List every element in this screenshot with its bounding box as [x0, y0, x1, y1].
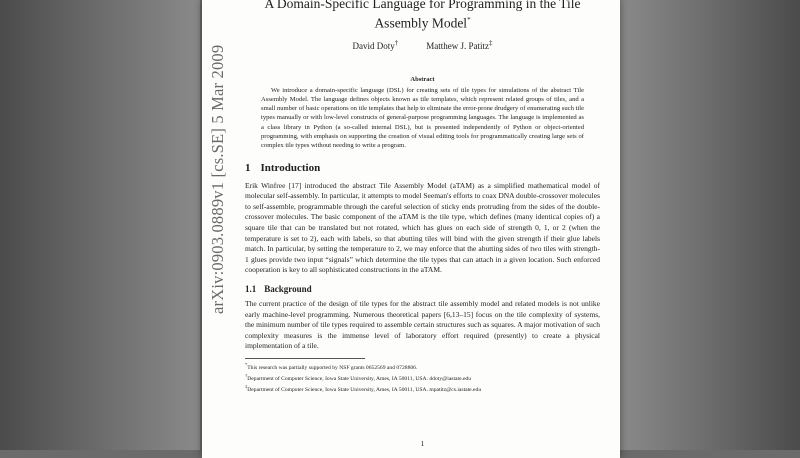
- author-1: [353, 39, 399, 51]
- arxiv-identifier: arXiv:0903.0889v1 [cs.SE] 5 Mar 2009: [208, 44, 227, 314]
- paper-title-text: A Domain-Specific Language for Programming in the Tile Assembly Model: [264, 0, 581, 31]
- paper-page: [202, 0, 620, 458]
- subsection-number: 1.1: [245, 283, 257, 294]
- footnote-2-mark: †: [245, 372, 248, 378]
- page-number: 1: [420, 439, 425, 448]
- introduction-paragraph: Erik Winfree [17] introduced the abstract Tile Assembly Model (aTAM) as a simplified mathematical model of molecular self-assembly. In particular, it attempts to model Seeman's efforts to coax DNA double-crossover molecules to self-assemble, programmable through the careful selection of sticky ends protruding from the sides of the double-crossover molecules. The basic component of the aTAM is the tile type, which defines (many identical copies of) a square tile that can be translated but not rotated, which has glues on each side of strength 0, 1, or 2 (when the temperature is set to 2), each with labels, so that abutting tiles will bind with the given strength if their glue labels match. In particular, by setting the temperature to 2, we may enforce that the abutting sides of two tiles with strength-1 glues provide two input “signals” which determine the tile types that can attach in a given location. Such enforced cooperation is key to all sophisticated constructions in the aTAM.: [245, 180, 600, 275]
- author-2-name: Matthew J. Patitz: [426, 40, 489, 51]
- page-content: [245, 0, 600, 394]
- background-paragraph: The current practice of the design of tile types for the abstract tile assembly model and related models is not unlike early machine-level programming. Numerous theoretical papers [6,13–15] focus on the tile complexity of systems, the minimum number of tile types required to assemble certain structures such as squares. A major motivation of such complexity measures is the immense level of laboratory effort required (presently) to create a physical implementation of a tile.: [245, 298, 600, 351]
- author-2: [426, 39, 492, 51]
- footnote-3-text: Department of Computer Science, Iowa State University, Ames, IA 50011, USA. mpatitz@cs.iastate.edu: [247, 386, 482, 393]
- footnote-2-text: Department of Computer Science, Iowa State University, Ames, IA 50011, USA. ddoty@iastate.edu: [247, 375, 472, 382]
- footnotes: [245, 361, 600, 394]
- subsection-heading: [245, 284, 600, 294]
- footnote-3: [245, 383, 600, 394]
- footnote-1: [245, 361, 600, 372]
- author-1-name: David Doty: [352, 40, 395, 51]
- background-right: [620, 0, 800, 450]
- footnote-3-mark: ‡: [245, 383, 248, 389]
- author-list: [245, 39, 600, 51]
- abstract-heading: Abstract: [410, 75, 435, 83]
- section-title: Introduction: [260, 161, 321, 174]
- footnote-rule: [245, 358, 365, 359]
- footnote-1-mark: *: [245, 361, 248, 367]
- section-number: 1: [245, 161, 251, 174]
- section-heading: [245, 162, 600, 174]
- title-footnote-mark: *: [467, 16, 471, 24]
- footnote-1-text: This research was partially supported by NSF grants 0652569 and 0728806.: [247, 364, 418, 371]
- abstract-text: We introduce a domain-specific language (DSL) for creating sets of tile types for simulations of the abstract Tile Assembly Model. The language defines objects known as tile templates, which represent related groups of tiles, and a small number of basic operations on tile templates that help to eliminate the error-prone drudgery of enumerating such tile types manually or with low-level constructs of general-purpose programming languages. The language is implemented as a class library in Python (a so-called internal DSL), but is presented independently of Python or object-oriented programming, with emphasis on supporting the creation of visual editing tools for programmatically creating large sets of complex tile types without needing to write a program.: [261, 86, 584, 150]
- background-left: [0, 0, 200, 450]
- subsection-title: Background: [264, 283, 312, 294]
- footnote-2: [245, 372, 600, 383]
- author-2-mark: ‡: [489, 38, 493, 47]
- paper-title: [245, 0, 600, 32]
- author-1-mark: †: [394, 38, 399, 47]
